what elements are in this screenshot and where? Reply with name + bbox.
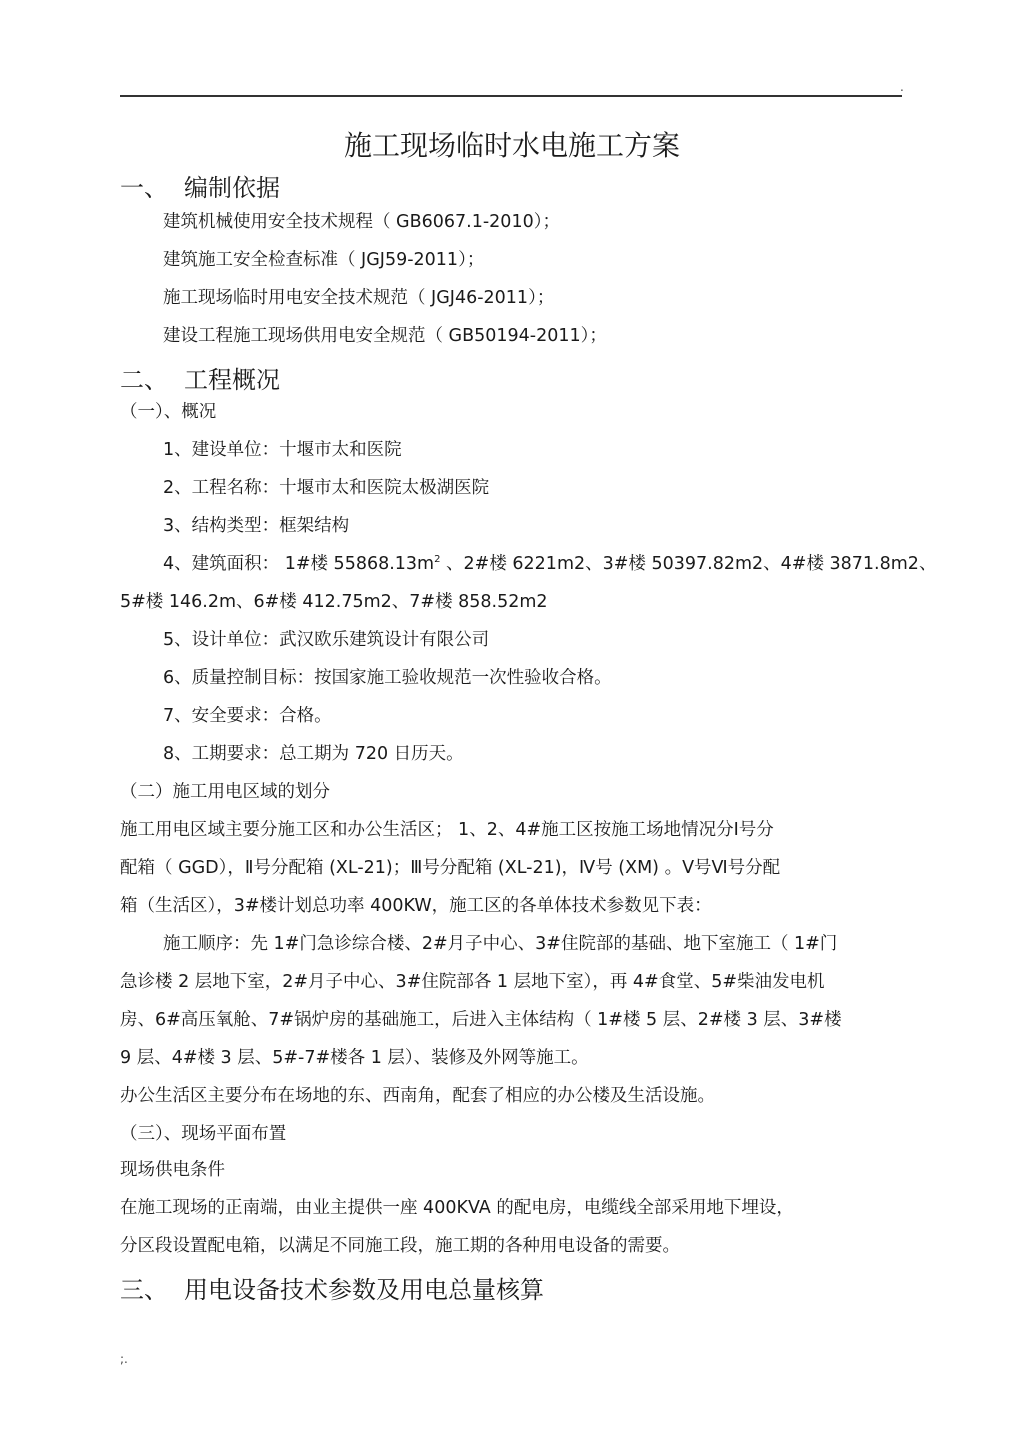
paragraph-line: 急诊楼 2 层地下室，2#月子中心、3#住院部各 1 层地下室），再 4#食堂、5#柴油发电机 [120,972,825,992]
paragraph-line: 办公生活区主要分布在场地的东、西南角，配套了相应的办公楼及生活设施。 [120,1086,715,1106]
section-number: 二、 [120,366,168,394]
overview-item: 7、安全要求：合格。 [163,706,332,726]
paragraph-line: 在施工现场的正南端，由业主提供一座 400KVA 的配电房，电缆线全部采用地下埋设， [120,1198,794,1218]
basis-line: 建设工程施工现场供用电安全规范（ GB50194-2011）； [163,326,607,346]
paragraph-line: 9 层、4#楼 3 层、5#-7#楼各 1 层）、装修及外网等施工。 [120,1048,589,1068]
area-text: 4、建筑面积： 1#楼 55868.13m [163,554,435,574]
subsection-heading: （三）、现场平面布置 [120,1124,287,1144]
corner-mark-bottom: ;. [120,1352,128,1366]
header-rule [120,95,902,97]
basis-line: 建筑施工安全检查标准（ JGJ59-2011）； [163,250,485,270]
section-number: 一、 [120,174,168,202]
paragraph-line: 箱（生活区），3#楼计划总功率 400KW，施工区的各单体技术参数见下表： [120,896,712,916]
supply-title: 现场供电条件 [120,1160,225,1180]
overview-item: 5、设计单位：武汉欧乐建筑设计有限公司 [163,630,490,650]
section-title: 工程概况 [184,366,280,394]
section-title: 用电设备技术参数及用电总量核算 [184,1276,544,1304]
area-text-rest: 、2#楼 6221m2、3#楼 50397.82m2、4#楼 3871.8m2、 [440,554,937,574]
basis-line: 建筑机械使用安全技术规程（ GB6067.1-2010）； [163,212,560,232]
paragraph-line: 施工用电区域主要分施工区和办公生活区； 1、2、4#施工区按施工场地情况分Ⅰ号分 [120,820,774,840]
overview-item: 8、工期要求：总工期为 720 日历天。 [163,744,464,764]
section-2-heading [120,360,280,395]
overview-item-area-cont: 5#楼 146.2m、6#楼 412.75m2、7#楼 858.52m2 [120,592,548,612]
section-1-heading [120,168,280,203]
section-number: 三、 [120,1276,168,1304]
overview-item: 6、质量控制目标：按国家施工验收规范一次性验收合格。 [163,668,612,688]
paragraph-line: 配箱（ GGD），Ⅱ号分配箱 (XL-21)；Ⅲ号分配箱 (XL-21)，Ⅳ号 (XM) 。Ⅴ号Ⅵ号分配 [120,858,781,878]
section-title: 编制依据 [184,174,280,202]
subsection-heading: （二）施工用电区域的划分 [120,782,330,802]
area-superscript: 2 [434,554,441,566]
section-3-heading [120,1270,544,1305]
overview-item: 2、工程名称：十堰市太和医院太极湖医院 [163,478,490,498]
overview-item-area [163,554,936,575]
corner-mark-top: . [900,80,904,94]
overview-item: 1、建设单位：十堰市太和医院 [163,440,402,460]
paragraph-line: 施工顺序：先 1#门急诊综合楼、2#月子中心、3#住院部的基础、地下室施工（ 1#门 [163,934,838,954]
overview-item: 3、结构类型：框架结构 [163,516,350,536]
basis-line: 施工现场临时用电安全技术规范（ JGJ46-2011）； [163,288,555,308]
subsection-heading: （一）、概况 [120,402,217,422]
page-title: 施工现场临时水电施工方案 [343,129,680,162]
paragraph-line: 分区段设置配电箱，以满足不同施工段，施工期的各种用电设备的需要。 [120,1236,680,1256]
paragraph-line: 房、6#高压氧舱、7#锅炉房的基础施工，后进入主体结构（ 1#楼 5 层、2#楼 3 层、3#楼 [120,1010,842,1030]
